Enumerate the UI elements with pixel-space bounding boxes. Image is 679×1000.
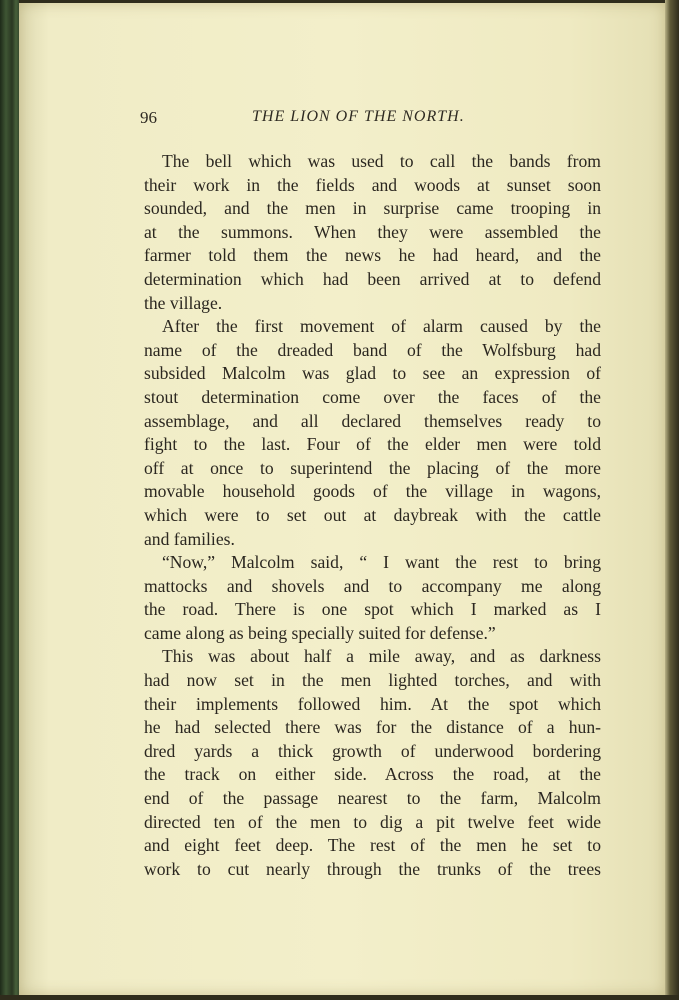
text-line: the road. There is one spot which I marked as I <box>144 599 601 620</box>
text-line: and eight feet deep. The rest of the men he set to <box>144 835 601 856</box>
text-line: assemblage, and all declared themselves ready to <box>144 410 601 431</box>
text-line: farmer told them the news he had heard, and the <box>144 245 601 266</box>
page-number: 96 <box>140 108 157 127</box>
text-line: determination which had been arrived at to defend <box>144 268 601 289</box>
text-line: he had selected there was for the distance of a hun- <box>144 717 601 738</box>
text-line: sounded, and the men in surprise came trooping in <box>144 198 601 219</box>
text-line: which were to set out at daybreak with the cattle <box>144 504 601 525</box>
text-line: subsided Malcolm was glad to see an expression of <box>144 363 601 384</box>
text-line: After the first movement of alarm caused by the <box>162 316 601 337</box>
running-title: THE LION OF THE NORTH. <box>252 108 465 125</box>
text-line: work to cut nearly through the trunks of the trees <box>144 858 601 879</box>
text-line: their work in the fields and woods at sunset soon <box>144 174 601 195</box>
text-line: their implements followed him. At the spot which <box>144 693 601 714</box>
text-line: stout determination come over the faces of the <box>144 386 601 407</box>
page-right-edge <box>665 0 679 1000</box>
text-line: mattocks and shovels and to accompany me along <box>144 575 601 596</box>
text-line: dred yards a thick growth of underwood bordering <box>144 740 601 761</box>
text-line: came along as being specially suited for defense.” <box>144 622 496 643</box>
text-line: movable household goods of the village in wagons, <box>144 481 601 502</box>
text-line: directed ten of the men to dig a pit twelve feet wide <box>144 811 601 832</box>
text-line: off at once to superintend the placing of the more <box>144 457 601 478</box>
body-text <box>144 150 601 881</box>
running-head <box>140 108 490 132</box>
text-line: name of the dreaded band of the Wolfsburg had <box>144 339 601 360</box>
text-line: end of the passage nearest to the farm, Malcolm <box>144 788 601 809</box>
text-line: the track on either side. Across the road, at the <box>144 764 601 785</box>
text-line: the village. <box>144 292 223 313</box>
text-line: at the summons. When they were assembled the <box>144 221 601 242</box>
text-line: “Now,” Malcolm said, “ I want the rest to bring <box>162 552 601 573</box>
text-line: and families. <box>144 528 235 549</box>
page-bottom-edge <box>0 995 679 1000</box>
text-line: fight to the last. Four of the elder men were told <box>144 434 601 455</box>
text-line: had now set in the men lighted torches, and with <box>144 670 601 691</box>
text-line: This was about half a mile away, and as darkness <box>162 646 601 667</box>
text-line: The bell which was used to call the bands from <box>162 151 601 171</box>
